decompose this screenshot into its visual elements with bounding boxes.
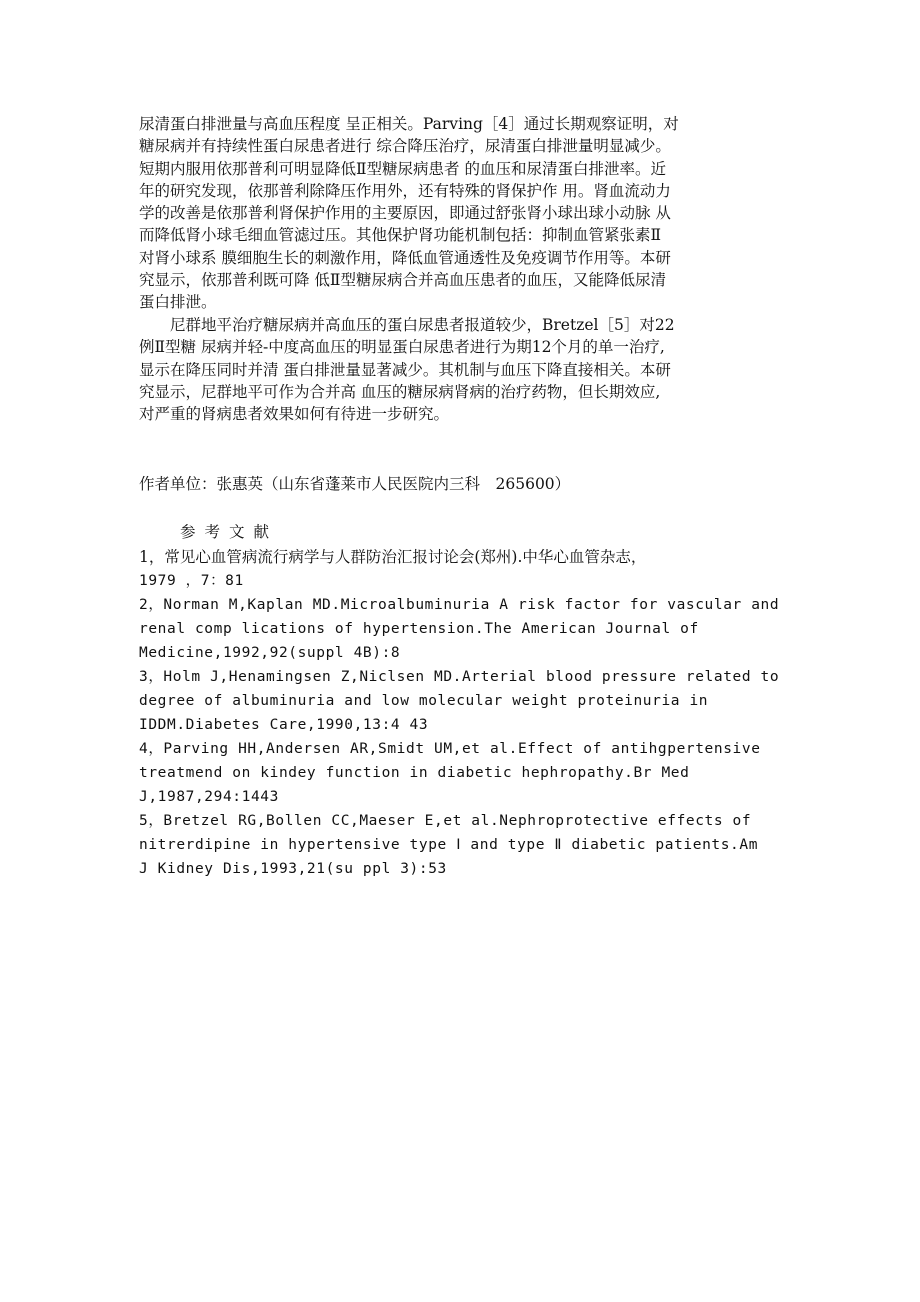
reference-line: degree of albuminuria and low molecular weight proteinuria in [139,693,709,709]
reference-item [139,665,789,737]
text-line: 尿清蛋白排泄量与高血压程度 呈正相关。Parving［4］通过长期观察证明，对 [139,115,679,133]
text-line: 年的研究发现，依那普利除降压作用外，还有特殊的肾保护作 用。肾血流动力 [139,181,671,200]
text-line: 糖尿病并有持续性蛋白尿患者进行 综合降压治疗，尿清蛋白排泄量明显减少。 [139,137,671,156]
text-line: 蛋白排泄。 [139,293,217,312]
reference-item [139,545,789,593]
author-affiliation: 作者单位：张惠英（山东省蓬莱市人民医院内三科 265600） [139,475,571,493]
text-line: 究显示，依那普利既可降 低Ⅱ型糖尿病合并高血压患者的血压，又能降低尿清 [139,271,666,290]
reference-line: nitrerdipine in hypertensive type Ⅰ and type Ⅱ diabetic patients.Am [139,837,759,853]
references-heading: 参考文献 [180,523,279,541]
reference-line: J Kidney Dis,1993,21(su ppl 3):53 [139,861,447,877]
reference-line: Medicine,1992,92(suppl 4B):8 [139,645,401,661]
text-line: 短期内服用依那普利可明显降低Ⅱ型糖尿病患者 的血压和尿清蛋白排泄率。近 [139,159,666,178]
text-line: 学的改善是依那普利肾保护作用的主要原因，即通过舒张肾小球出球小动脉 从 [139,204,671,223]
reference-line: 2，Norman M,Kaplan MD.Microalbuminuria A risk factor for vascular and [139,597,780,613]
reference-line: 1，常见心血管病流行病学与人群防治汇报讨论会(郑州).中华心血管杂志， [139,548,647,566]
reference-line: treatmend on kindey function in diabetic hephropathy.Br Med [139,765,690,781]
reference-line: J,1987,294:1443 [139,789,279,805]
references-list [139,545,789,881]
text-line: 对严重的肾病患者效果如何有待进一步研究。 [139,405,450,424]
reference-line: IDDM.Diabetes Care,1990,13:4 43 [139,717,429,733]
reference-line: 1979 ，7：81 [139,573,244,589]
body-paragraph-2 [139,314,789,425]
body-paragraph-1 [139,113,789,314]
reference-line: 5，Bretzel RG,Bollen CC,Maeser E,et al.Nephroprotective effects of [139,813,752,829]
reference-line: 4，Parving HH,Andersen AR,Smidt UM,et al.Effect of antihgpertensive [139,741,761,757]
reference-line: 3，Holm J,Henamingsen Z,Niclsen MD.Arterial blood pressure related to [139,669,780,685]
reference-item [139,593,789,665]
reference-item [139,809,789,881]
text-line: 尼群地平治疗糖尿病并高血压的蛋白尿患者报道较少，Bretzel［5］对22 [139,316,675,334]
reference-line: renal comp lications of hypertension.The American Journal of [139,621,699,637]
reference-item [139,737,789,809]
text-line: 显示在降压同时并清 蛋白排泄量显著减少。其机制与血压下降直接相关。本研 [139,360,671,379]
text-line: 究显示，尼群地平可作为合并高 血压的糖尿病肾病的治疗药物，但长期效应, [139,382,661,401]
text-line: 对肾小球系 膜细胞生长的刺激作用，降低血管通透性及免疫调节作用等。本研 [139,248,671,267]
text-line: 而降低肾小球毛细血管滤过压。其他保护肾功能机制包括：抑制血管紧张素Ⅱ [139,226,662,245]
text-line: 例Ⅱ型糖 尿病并轻-中度高血压的明显蛋白尿患者进行为期12个月的单一治疗, [139,338,665,357]
